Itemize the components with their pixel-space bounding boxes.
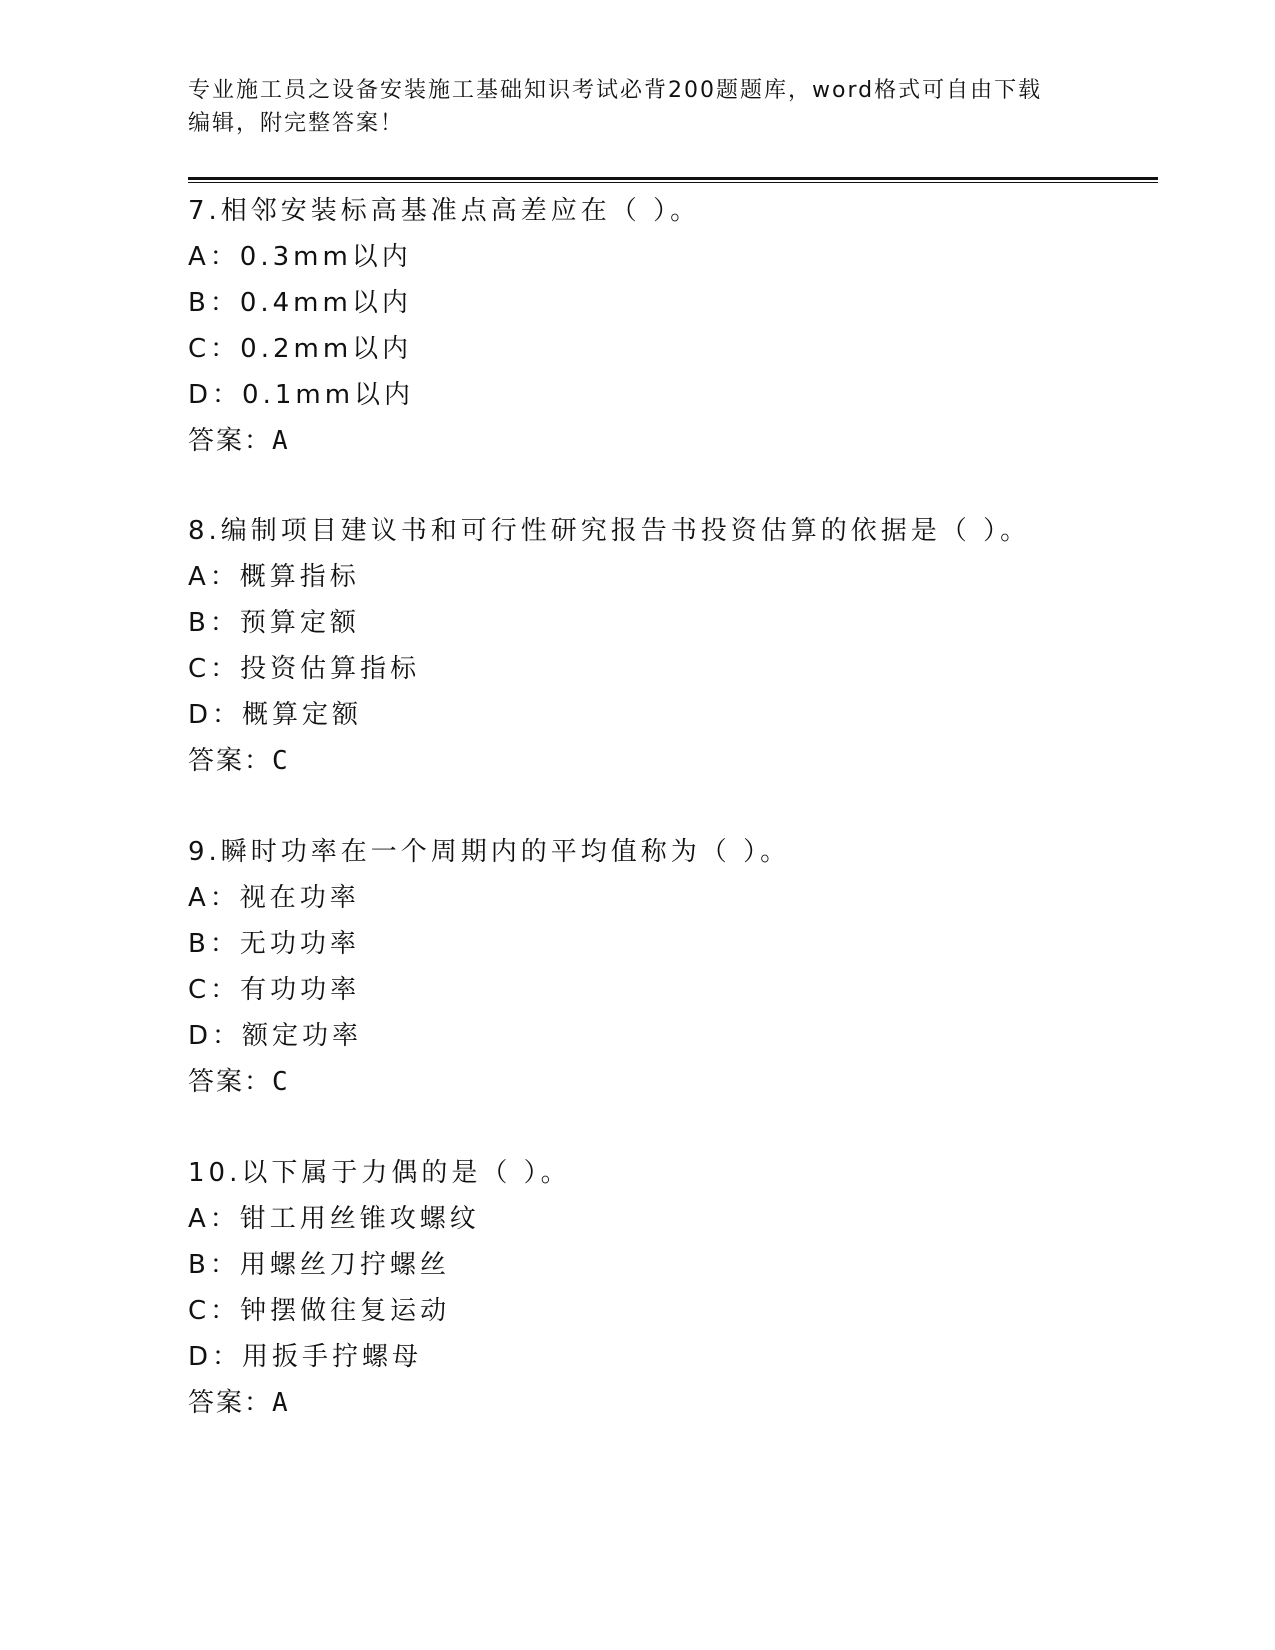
answer-line: 答案：C [188,746,290,776]
question-stem: 10.以下属于力偶的是（ ）。 [188,1158,571,1188]
option-b: B：0.4mm以内 [188,288,412,318]
answer-line: 答案：A [188,1388,290,1418]
answer-line: 答案：A [188,426,290,456]
question-9 [188,829,1158,1105]
question-10 [188,1150,1158,1426]
option-d: D：额定功率 [188,1021,363,1051]
question-stem: 8.编制项目建议书和可行性研究报告书投资估算的依据是（ ）。 [188,516,1031,546]
question-stem: 9.瞬时功率在一个周期内的平均值称为（ ）。 [188,837,791,867]
option-c: C：有功功率 [188,975,361,1005]
header-divider-thick [188,177,1158,180]
option-a: A：0.3mm以内 [188,242,412,272]
header-line-1: 专业施工员之设备安装施工基础知识考试必背200题题库，word格式可自由下载 [188,78,1043,103]
option-b: B：预算定额 [188,608,360,638]
option-d: D：用扳手拧螺母 [188,1342,423,1372]
option-d: D：0.1mm以内 [188,380,415,410]
option-a: A：概算指标 [188,562,360,592]
option-c: C：钟摆做往复运动 [188,1296,451,1326]
question-7 [188,188,1158,464]
option-a: A：钳工用丝锥攻螺纹 [188,1204,480,1234]
option-b: B：无功功率 [188,929,360,959]
option-c: C：0.2mm以内 [188,334,413,364]
option-c: C：投资估算指标 [188,654,421,684]
document-header [188,74,1088,140]
option-d: D：概算定额 [188,700,363,730]
option-a: A：视在功率 [188,883,360,913]
option-b: B：用螺丝刀拧螺丝 [188,1250,450,1280]
question-8 [188,508,1158,784]
header-line-2: 编辑，附完整答案！ [188,111,405,136]
question-stem: 7.相邻安装标高基准点高差应在（ ）。 [188,196,701,226]
answer-line: 答案：C [188,1067,290,1097]
header-divider-thin [188,182,1158,183]
